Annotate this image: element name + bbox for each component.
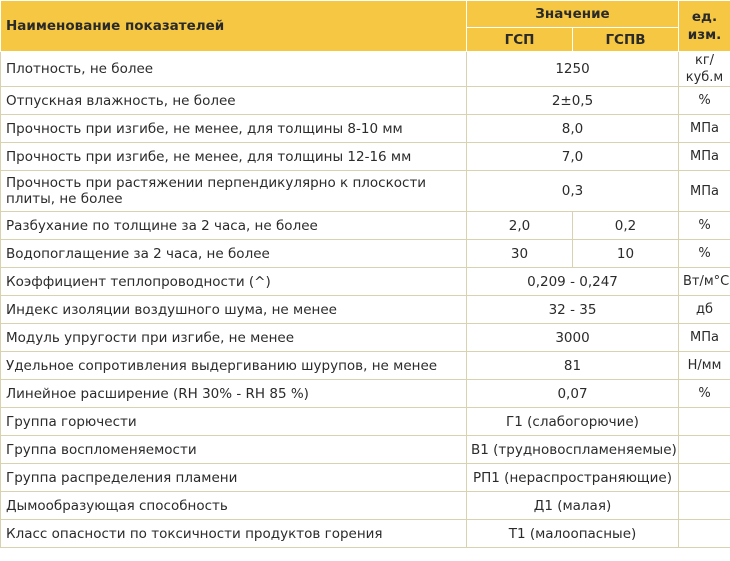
row-value: 0,07	[467, 380, 679, 408]
row-value: Д1 (малая)	[467, 492, 679, 520]
row-label: Индекс изоляции воздушного шума, не менее	[1, 296, 467, 324]
row-unit	[679, 408, 730, 436]
header-gsp: ГСП	[467, 28, 573, 52]
row-value-gsp: 30	[467, 240, 573, 268]
table-row	[1, 380, 730, 408]
header-gspv: ГСПВ	[573, 28, 679, 52]
row-label: Удельное сопротивления выдергиванию шурупов, не менее	[1, 352, 467, 380]
row-value-gspv: 10	[573, 240, 679, 268]
row-label: Прочность при изгибе, не менее, для толщины 8-10 мм	[1, 115, 467, 143]
row-value-gspv: 0,2	[573, 212, 679, 240]
table-row	[1, 171, 730, 212]
table-row	[1, 87, 730, 115]
row-unit	[679, 436, 730, 464]
row-unit: МПа	[679, 143, 730, 171]
row-label: Коэффициент теплопроводности (^)	[1, 268, 467, 296]
row-label: Плотность, не более	[1, 52, 467, 87]
table-row	[1, 240, 730, 268]
row-unit: %	[679, 212, 730, 240]
table-row	[1, 408, 730, 436]
row-value: Г1 (слабогорючие)	[467, 408, 679, 436]
row-unit	[679, 520, 730, 548]
row-unit: Вт/м°С	[679, 268, 730, 296]
row-value: Т1 (малоопасные)	[467, 520, 679, 548]
row-value: 0,209 - 0,247	[467, 268, 679, 296]
table-row	[1, 268, 730, 296]
table-row	[1, 115, 730, 143]
row-unit: дб	[679, 296, 730, 324]
row-unit: %	[679, 380, 730, 408]
row-unit: %	[679, 87, 730, 115]
row-value: 7,0	[467, 143, 679, 171]
row-unit	[679, 464, 730, 492]
row-label: Водопоглащение за 2 часа, не более	[1, 240, 467, 268]
row-label: Класс опасности по токсичности продуктов горения	[1, 520, 467, 548]
row-label: Дымообразующая способность	[1, 492, 467, 520]
table-row	[1, 296, 730, 324]
row-value: 81	[467, 352, 679, 380]
header-name: Наименование показателей	[1, 1, 467, 52]
row-unit: Н/мм	[679, 352, 730, 380]
table-row	[1, 324, 730, 352]
row-label: Отпускная влажность, не более	[1, 87, 467, 115]
row-label: Модуль упругости при изгибе, не менее	[1, 324, 467, 352]
row-value: 1250	[467, 52, 679, 87]
row-unit: МПа	[679, 171, 730, 212]
header-unit: ед. изм.	[679, 1, 730, 52]
row-unit: кг/ куб.м	[679, 52, 730, 87]
row-label: Прочность при изгибе, не менее, для толщины 12-16 мм	[1, 143, 467, 171]
row-value: 2±0,5	[467, 87, 679, 115]
row-label: Прочность при растяжении перпендикулярно к плоскости плиты, не более	[1, 171, 467, 212]
row-label: Группа горючести	[1, 408, 467, 436]
row-value-gsp: 2,0	[467, 212, 573, 240]
row-label: Линейное расширение (RH 30% - RH 85 %)	[1, 380, 467, 408]
row-label: Группа воспломеняемости	[1, 436, 467, 464]
table-row	[1, 520, 730, 548]
row-value: В1 (трудновоспламеняемые)	[467, 436, 679, 464]
row-unit: МПа	[679, 115, 730, 143]
row-unit	[679, 492, 730, 520]
row-value: 3000	[467, 324, 679, 352]
table-row	[1, 464, 730, 492]
table-row	[1, 143, 730, 171]
row-unit: МПа	[679, 324, 730, 352]
table-row	[1, 492, 730, 520]
header-value: Значение	[467, 1, 679, 28]
table-row	[1, 52, 730, 87]
row-label: Разбухание по толщине за 2 часа, не более	[1, 212, 467, 240]
table-row	[1, 212, 730, 240]
table-row	[1, 352, 730, 380]
row-unit: %	[679, 240, 730, 268]
row-value: РП1 (нераспространяющие)	[467, 464, 679, 492]
row-label: Группа распределения пламени	[1, 464, 467, 492]
row-value: 0,3	[467, 171, 679, 212]
row-value: 32 - 35	[467, 296, 679, 324]
table-row	[1, 436, 730, 464]
row-value: 8,0	[467, 115, 679, 143]
